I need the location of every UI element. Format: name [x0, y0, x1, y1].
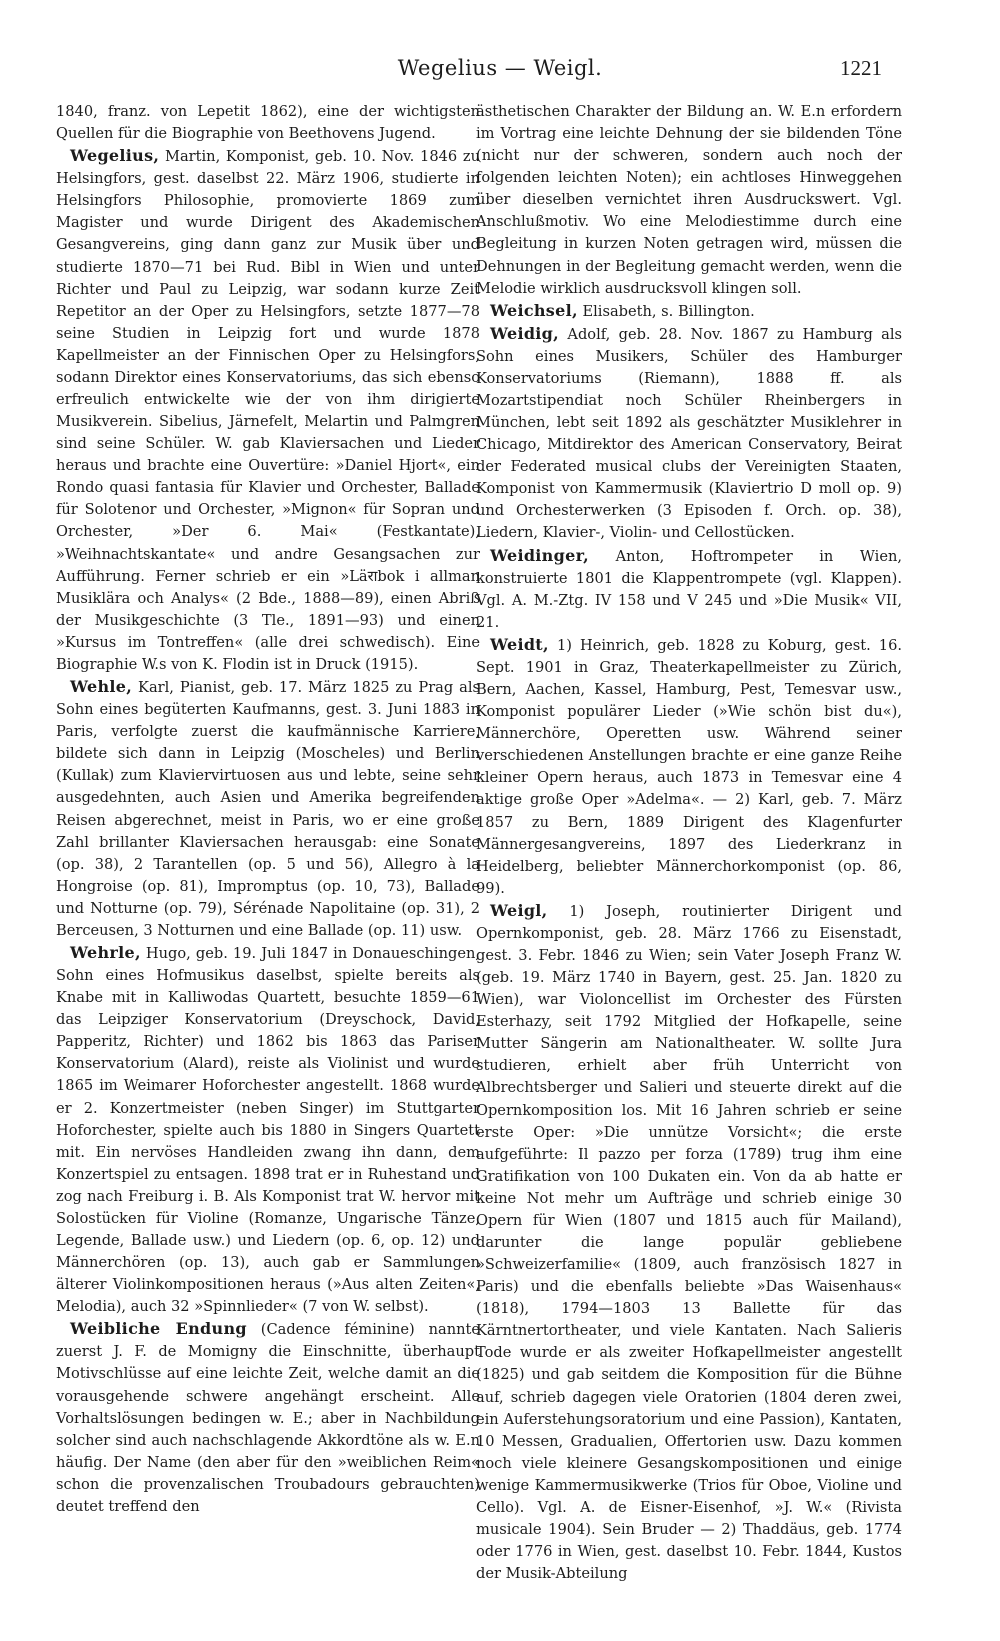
entry-text: Hugo, geb. 19. Juli 1847 in Donaueschingen, Sohn eines Hofmusikus daselbst, spielte bereits als Knabe mit in Kalliwodas Quartett, besuchte 1859—61 das Leipziger Konservatorium (Dreyschock, David, Papperitz, Richter) und 1862 bis 1863 das Pariser Konservatorium (Alard), reiste als Violinist und wurde 1865 im Weimarer Hoforchester angestellt. 1868 wurde er 2. Konzertmeister (neben Singer) im Stuttgarter Hoforchester, spielte auch bis 1880 in Singers Quartett mit. Ein nervöses Handleiden zwang ihn dann, dem Konzertspiel zu entsagen. 1898 trat er in Ruhestand und zog nach Freiburg i. B. Als Komponist trat W. hervor mit Solostücken für Violine (Romanze, Ungarische Tänze, Legende, Ballade usw.) und Liedern (op. 6, op. 12) und Männerchören (op. 13), auch gab er Sammlungen älterer Violinkompositionen heraus (»Aus alten Zeiten«, Melodia), auch 32 »Spinnlieder« (7 von W. selbst).: [56, 944, 480, 1316]
page-number: 1221: [840, 56, 882, 80]
entry-headword: Weidinger,: [490, 545, 590, 565]
entry-headword: Wehrle,: [70, 942, 141, 962]
entry-text: 1) Heinrich, geb. 1828 zu Koburg, gest. 16. Sept. 1901 in Graz, Theaterkapellmeister zu Zürich, Bern, Aachen, Kassel, Hamburg, Pest, Temesvar usw., Komponist populärer Lieder (»Wie schön bist du«), Männerchöre, Operetten usw. Während seiner verschiedenen Anstellungen brachte er eine ganze Reihe kleiner Opern heraus, auch 1873 in Temesvar eine 4 aktige große Oper »Adelma«. — 2) Karl, geb. 7. März 1857 zu Bern, 1889 Dirigent des Klagenfurter Männergesangvereins, 1897 des Liederkranz in Heidelberg, beliebter Männerchorkomponist (op. 86, 99).: [476, 636, 902, 897]
entry-weidig: [476, 323, 902, 545]
entry-text: Adolf, geb. 28. Nov. 1867 zu Hamburg als Sohn eines Musikers, Schüler des Hamburger Konservatoriums (Riemann), 1888 ff. als Mozartstipendiat noch Schüler Rheinbergers in München, lebt seit 1892 als geschätzter Musiklehrer in Chicago, Mitdirektor des American Conservatory, Beirat der Federated musical clubs der Vereinigten Staaten, Komponist von Kammermusik (Klaviertrio D moll op. 9) und Orchesterwerken (3 Episoden f. Orch. op. 38), Liedern, Klavier-, Violin- und Cellostücken.: [476, 325, 902, 542]
entry-text: 1840, franz. von Lepetit 1862), eine der wichtigsten Quellen für die Biographie von Beethovens Jugend.: [56, 103, 480, 143]
entry-text: Elisabeth, s. Billington.: [582, 302, 755, 320]
entry-continuation: [56, 100, 480, 145]
entry-text: Martin, Komponist, geb. 10. Nov. 1846 zu Helsingfors, gest. daselbst 22. März 1906, studierte in Helsingfors Philosophie, promovierte 1869 zum Magister und wurde Dirigent des Akademischen Gesangvereins, ging dann ganz zur Musik über und studierte 1870—71 bei Rud. Bibl in Wien und unter Richter und Paul zu Leipzig, war sodann kurze Zeit Repetitor an der Oper zu Helsingfors, setzte 1877—78 seine Studien in Leipzig fort und wurde 1878 Kapellmeister an der Finnischen Oper zu Helsingfors, sodann Direktor eines Konservatoriums, das sich ebenso erfreulich entwickelte wie der von ihm dirigierte Musikverein. Sibelius, Järnefelt, Melartin und Palmgren sind seine Schüler. W. gab Klaviersachen und Lieder heraus und brachte eine Ouvertüre: »Daniel Hjort«, ein Rondo quasi fantasia für Klavier und Orchester, Ballade für Solotenor und Orchester, »Mignon« für Sopran und Orchester, »Der 6. Mai« (Festkantate), »Weihnachtskantate« und andre Gesangsachen zur Aufführung. Ferner schrieb er ein »Läराbok i allman Musiklära och Analys« (2 Bde., 1888—89), einen Abriß der Musikgeschichte (3 Tle., 1891—93) und einen »Kursus im Tontreffen« (alle drei schwedisch). Eine Biographie W.s von K. Flodin ist in Druck (1915).: [56, 148, 481, 673]
entry-wehrle: [56, 942, 480, 1318]
entry-weichsel: [476, 300, 902, 323]
entry-weigl: [476, 900, 902, 1585]
entry-headword: Wehle,: [70, 677, 133, 697]
entry-wehle: [56, 676, 480, 942]
right-column: [476, 100, 902, 1585]
entry-headword: Weibliche Endung: [70, 1319, 247, 1339]
entry-headword: Weidig,: [490, 323, 560, 343]
entry-continuation: [476, 100, 902, 300]
entry-headword: Weidt,: [490, 634, 549, 654]
entry-wegelius: [56, 145, 480, 676]
entry-headword: Weigl,: [490, 900, 548, 920]
entry-text: Karl, Pianist, geb. 17. März 1825 zu Prag als Sohn eines begüterten Kaufmanns, gest. 3. Juni 1883 in Paris, verfolgte zuerst die kaufmännische Karriere, bildete sich dann in Leipzig (Moscheles) und Berlin (Kullak) zum Klaviervirtuosen aus und lebte, seine sehr ausgedehnten, auch Asien und Amerika begreifenden Reisen abgerechnet, meist in Paris, wo er eine große Zahl brillanter Klaviersachen herausgab: eine Sonate (op. 38), 2 Tarantellen (op. 5 und 56), Allegro à la Hongroise (op. 81), Impromptus (op. 10, 73), Ballade und Notturne (op. 79), Sérénade Napolitaine (op. 31), 2 Berceusen, 3 Notturnen und eine Ballade (op. 11) usw.: [56, 679, 480, 939]
entry-text: Anton, Hoftrompeter in Wien, konstruierte 1801 die Klappentrompete (vgl. Klappen). Vgl. A. M.-Ztg. IV 158 und V 245 und »Die Musik« VII, 21.: [476, 547, 903, 631]
entry-text: 1) Joseph, routinierter Dirigent und Opernkomponist, geb. 28. März 1766 zu Eisenstadt, gest. 3. Febr. 1846 zu Wien; sein Vater Joseph Franz W. (geb. 19. März 1740 in Bayern, gest. 25. Jan. 1820 zu Wien), war Violoncellist im Orchester des Fürsten Esterhazy, seit 1792 Mitglied der Hofkapelle, seine Mutter Sängerin am Nationaltheater. W. sollte Jura studieren, erhielt aber früh Unterricht von Albrechtsberger und Salieri und steuerte direkt auf die Opernkomposition los. Mit 16 Jahren schrieb er seine erste Oper: »Die unnütze Vorsicht«; die erste aufgeführte: Il pazzo per forza (1789) trug ihm eine Gratifikation von 100 Dukaten ein. Von da ab hatte er keine Not mehr um Aufträge und schrieb einige 30 Opern für Wien (1807 und 1815 auch für Mailand), darunter die lange populär gebliebene »Schweizerfamilie« (1809, auch französisch 1827 in Paris) und die ebenfalls beliebte »Das Waisenhaus« (1818), 1794—1803 13 Ballette für das Kärntnertortheater, und viele Kantaten. Nach Salieris Tode wurde er als zweiter Hofkapellmeister angestellt (1825) und gab seitdem die Komposition für die Bühne auf, schrieb dagegen viele Oratorien (1804 deren zwei, ein Auferstehungsoratorium und eine Passion), Kantaten, 10 Messen, Gradualien, Offertorien usw. Dazu kommen noch viele kleinere Gesangskompositionen und einige wenige Kammermusikwerke (Trios für Oboe, Violine und Cello). Vgl. A. de Eisner-Eisenhof, »J. W.« (Rivista musicale 1904). Sein Bruder — 2) Thaddäus, geb. 1774 oder 1776 in Wien, gest. daselbst 10. Febr. 1844, Kustos der Musik-Abteilung: [476, 902, 903, 1583]
entry-weidt: [476, 634, 902, 900]
left-column: [56, 100, 480, 1518]
entry-weidinger: [476, 545, 902, 634]
entry-headword: Weichsel,: [490, 300, 578, 320]
entry-weibliche-endung: [56, 1318, 480, 1518]
entry-text: (Cadence féminine) nannte zuerst J. F. de Momigny die Einschnitte, überhaupt Motivschlüsse auf eine leichte Zeit, welche damit an die vorausgehende schwere angehängt erscheint. Alle Vorhaltslösungen bedingen w. E.; aber in Nachbildung solcher sind auch nachschlagende Akkordtöne als w. E.n häufig. Der Name (den aber für den »weiblichen Reim« schon die provenzalischen Troubadours gebrauchten) deutet treffend den: [56, 1321, 480, 1515]
running-title: Wegelius — Weigl.: [397, 56, 603, 80]
entry-text: ästhetischen Charakter der Bildung an. W. E.n erfordern im Vortrag eine leichte Dehnung der sie bildenden Töne (nicht nur der schweren, sondern auch noch der folgenden leichten Noten); ein achtloses Hinweggehen über dieselben vernichtet ihren Ausdruckswert. Vgl. Anschlußmotiv. Wo eine Melodiestimme durch eine Begleitung in kurzen Noten getragen wird, müssen die Dehnungen in der Begleitung gemacht werden, wenn die Melodie wirklich ausdrucksvoll klingen soll.: [476, 103, 902, 297]
entry-headword: Wegelius,: [70, 146, 160, 166]
page-header: [0, 56, 1000, 90]
